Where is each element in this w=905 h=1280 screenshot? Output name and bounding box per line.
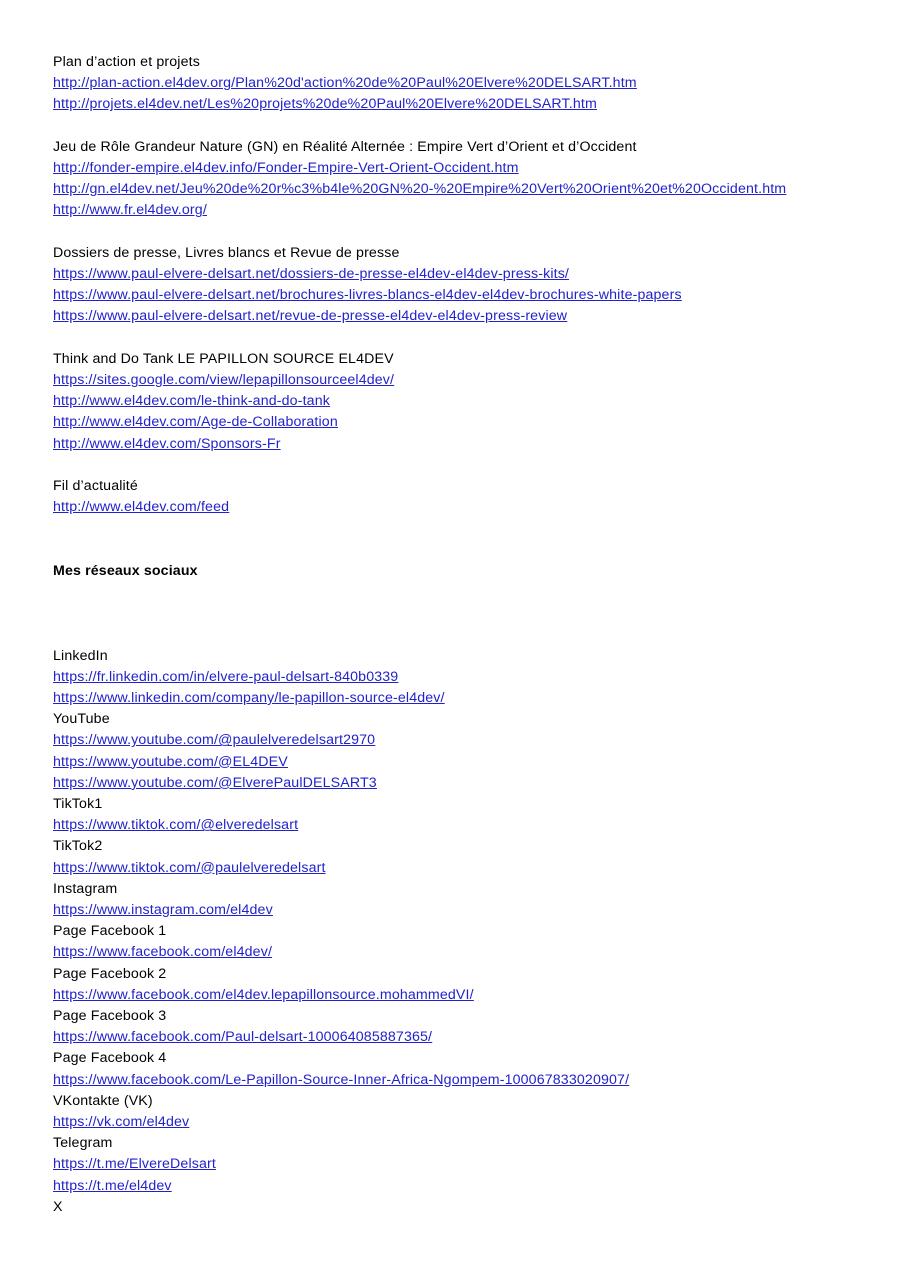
link-youtube-el4dev[interactable] [53, 752, 853, 773]
link-facebook-paul-delsart[interactable] [53, 1027, 853, 1048]
link-projets-anchor[interactable]: http://projets.el4dev.net/Les%20projets%20de%20Paul%20Elvere%20DELSART.htm [53, 96, 597, 113]
link-projets[interactable] [53, 94, 853, 115]
link-feed-anchor[interactable]: http://www.el4dev.com/feed [53, 499, 230, 516]
link-linkedin-profile[interactable] [53, 667, 853, 688]
spacer-1 [53, 116, 853, 137]
label-linkedin: LinkedIn [53, 647, 108, 664]
link-fonder-empire[interactable] [53, 158, 853, 179]
spacer-6 [53, 540, 853, 561]
label-tiktok-2: TikTok2 [53, 838, 103, 855]
link-age-de-collaboration[interactable] [53, 412, 853, 433]
link-facebook-lepapillonsource-mohammedvi[interactable] [53, 985, 853, 1006]
link-tiktok-paulelveredelsart[interactable] [53, 858, 853, 879]
link-le-think-and-do-tank[interactable] [53, 391, 853, 412]
link-fr-el4dev-anchor[interactable]: http://www.fr.el4dev.org/ [53, 202, 207, 219]
section-title-jeu-de-role: Jeu de Rôle Grandeur Nature (GN) en Réalité Alternée : Empire Vert d’Orient et d’Occident [53, 138, 637, 155]
link-youtube-elverepauldelsart3[interactable] [53, 773, 853, 794]
section-title-think-and-do-tank: Think and Do Tank LE PAPILLON SOURCE EL4DEV [53, 350, 394, 367]
link-youtube-el4dev-anchor[interactable]: https://www.youtube.com/@EL4DEV [53, 753, 288, 770]
link-tiktok-paulelveredelsart-anchor[interactable]: https://www.tiktok.com/@paulelveredelsart [53, 859, 326, 876]
heading-mes-reseaux-sociaux: Mes réseaux sociaux [53, 562, 198, 579]
label-youtube: YouTube [53, 711, 110, 728]
link-dossiers-de-presse-anchor[interactable]: https://www.paul-elvere-delsart.net/dossiers-de-presse-el4dev-el4dev-press-kits/ [53, 266, 570, 282]
label-vkontakte: VKontakte (VK) [53, 1092, 153, 1109]
link-youtube-paulelveredelsart2970-anchor[interactable]: https://www.youtube.com/@paulelveredelsart2970 [53, 732, 376, 749]
section-title-fil-actualite: Fil d’actualité [53, 478, 138, 494]
spacer-2 [53, 222, 853, 243]
link-tiktok-elveredelsart[interactable] [53, 815, 853, 836]
link-instagram-el4dev-anchor[interactable]: https://www.instagram.com/el4dev [53, 902, 273, 919]
link-linkedin-company-anchor[interactable]: https://www.linkedin.com/company/le-papillon-source-el4dev/ [53, 689, 445, 706]
label-page-facebook-1: Page Facebook 1 [53, 923, 167, 940]
link-revue-de-presse[interactable] [53, 306, 853, 327]
link-youtube-paulelveredelsart2970[interactable] [53, 730, 853, 751]
link-youtube-elverepauldelsart3-anchor[interactable]: https://www.youtube.com/@ElverePaulDELSART3 [53, 774, 377, 791]
link-telegram-el4dev-anchor[interactable]: https://t.me/el4dev [53, 1177, 172, 1194]
document-body [53, 52, 853, 1218]
link-gn-el4dev[interactable] [53, 179, 853, 200]
link-facebook-lepapillonsource-mohammedvi-anchor[interactable]: https://www.facebook.com/el4dev.lepapillonsource.mohammedVI/ [53, 986, 474, 1003]
link-linkedin-company[interactable] [53, 688, 853, 709]
link-telegram-el4dev[interactable] [53, 1176, 853, 1197]
link-instagram-el4dev[interactable] [53, 900, 853, 921]
link-le-think-and-do-tank-anchor[interactable]: http://www.el4dev.com/le-think-and-do-tank [53, 393, 330, 410]
link-dossiers-de-presse[interactable] [53, 264, 853, 285]
link-gn-el4dev-anchor[interactable]: http://gn.el4dev.net/Jeu%20de%20r%c3%b4le%20GN%20-%20Empire%20Vert%20Orient%20et%20Occident.htm [53, 181, 787, 198]
link-brochures-livres-blancs[interactable] [53, 285, 853, 306]
link-plan-action[interactable] [53, 73, 853, 94]
label-instagram: Instagram [53, 880, 118, 897]
label-x: X [53, 1198, 63, 1215]
spacer-3 [53, 328, 853, 349]
label-tiktok-1: TikTok1 [53, 796, 103, 812]
link-sponsors-fr-anchor[interactable]: http://www.el4dev.com/Sponsors-Fr [53, 435, 281, 452]
link-plan-action-anchor[interactable]: http://plan-action.el4dev.org/Plan%20d'action%20de%20Paul%20Elvere%20DELSART.htm [53, 75, 637, 92]
label-telegram: Telegram [53, 1135, 113, 1152]
section-title-dossiers-presse: Dossiers de presse, Livres blancs et Revue de presse [53, 244, 400, 261]
spacer-5 [53, 518, 853, 539]
link-fonder-empire-anchor[interactable]: http://fonder-empire.el4dev.info/Fonder-Empire-Vert-Orient-Occident.htm [53, 160, 519, 176]
link-fr-el4dev[interactable] [53, 200, 853, 221]
link-feed[interactable] [53, 497, 853, 518]
link-telegram-elveredelsart[interactable] [53, 1154, 853, 1175]
link-facebook-el4dev[interactable] [53, 942, 853, 963]
link-facebook-paul-delsart-anchor[interactable]: https://www.facebook.com/Paul-delsart-100064085887365/ [53, 1029, 433, 1046]
link-linkedin-profile-anchor[interactable]: https://fr.linkedin.com/in/elvere-paul-delsart-840b0339 [53, 668, 399, 685]
label-page-facebook-2: Page Facebook 2 [53, 965, 167, 982]
link-telegram-elveredelsart-anchor[interactable]: https://t.me/ElvereDelsart [53, 1156, 216, 1173]
link-facebook-le-papillon-source-inner-africa-anchor[interactable]: https://www.facebook.com/Le-Papillon-Source-Inner-Africa-Ngompem-100067833020907/ [53, 1071, 630, 1088]
link-brochures-livres-blancs-anchor[interactable]: https://www.paul-elvere-delsart.net/brochures-livres-blancs-el4dev-el4dev-brochures-white-papers [53, 287, 682, 304]
spacer-4 [53, 455, 853, 476]
link-sponsors-fr[interactable] [53, 434, 853, 455]
link-facebook-le-papillon-source-inner-africa[interactable] [53, 1070, 853, 1091]
link-age-de-collaboration-anchor[interactable]: http://www.el4dev.com/Age-de-Collaboration [53, 414, 338, 431]
label-page-facebook-4: Page Facebook 4 [53, 1050, 167, 1067]
spacer-7 [53, 582, 853, 646]
link-tiktok-elveredelsart-anchor[interactable]: https://www.tiktok.com/@elveredelsart [53, 817, 299, 834]
link-revue-de-presse-anchor[interactable]: https://www.paul-elvere-delsart.net/revue-de-presse-el4dev-el4dev-press-review [53, 308, 568, 325]
link-vk-el4dev-anchor[interactable]: https://vk.com/el4dev [53, 1114, 190, 1131]
link-sites-google-lepapillonsource-anchor[interactable]: https://sites.google.com/view/lepapillonsourceel4dev/ [53, 372, 395, 388]
link-facebook-el4dev-anchor[interactable]: https://www.facebook.com/el4dev/ [53, 944, 273, 961]
section-title-plan-action: Plan d’action et projets [53, 54, 200, 70]
link-vk-el4dev[interactable] [53, 1112, 853, 1133]
label-page-facebook-3: Page Facebook 3 [53, 1008, 167, 1025]
link-sites-google-lepapillonsource[interactable] [53, 370, 853, 391]
